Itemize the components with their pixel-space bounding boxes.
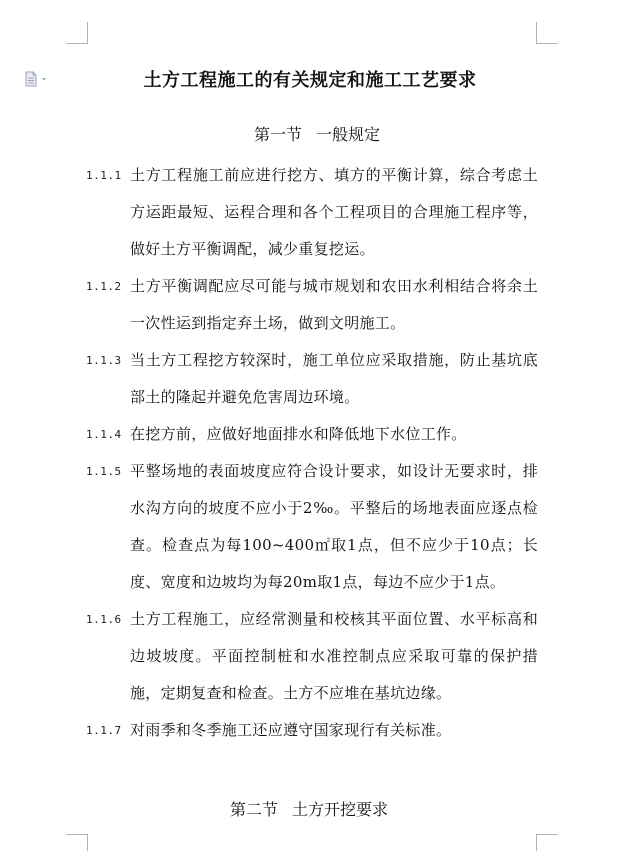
- clause-1-1-2: [86, 268, 538, 342]
- clause-text: 平整场地的表面坡度应符合设计要求，如设计无要求时，排水沟方向的坡度不应小于2‰。平整后的场地表面应逐点检查。检查点为每100~400㎡取1点，但不应少于10点；长度、宽度和边坡均为每20m取1点，每边不应少于1点。: [130, 462, 538, 591]
- section-number: 第一节: [253, 125, 302, 144]
- clause-number: 1.1.2: [86, 280, 122, 293]
- section-heading-1: [0, 122, 620, 145]
- clause-1-1-3: [86, 342, 538, 416]
- clause-1-1-1: [86, 157, 538, 268]
- section-heading-2: [0, 797, 620, 820]
- clause-text: 对雨季和冬季施工还应遵守国家现行有关标准。: [130, 721, 452, 739]
- clause-text: 土方工程施工前应进行挖方、填方的平衡计算，综合考虑土方运距最短、运程合理和各个工程项目的合理施工程序等，做好土方平衡调配，减少重复挖运。: [130, 166, 538, 258]
- clause-text: 土方工程施工，应经常测量和校核其平面位置、水平标高和边坡坡度。平面控制桩和水准控制点应采取可靠的保护措施，定期复查和检查。土方不应堆在基坑边缘。: [130, 610, 538, 702]
- clause-1-1-6: [86, 601, 538, 712]
- clause-text: 在挖方前，应做好地面排水和降低地下水位工作。: [130, 425, 467, 443]
- clause-text: 当土方工程挖方较深时，施工单位应采取措施，防止基坑底部土的隆起并避免危害周边环境。: [130, 351, 538, 406]
- clause-1-1-7: [86, 712, 538, 749]
- clause-list: [86, 157, 538, 749]
- section-title: 土方开挖要求: [292, 800, 389, 819]
- clause-number: 1.1.3: [86, 354, 122, 367]
- clause-number: 1.1.1: [86, 169, 122, 182]
- clause-number: 1.1.7: [86, 724, 122, 737]
- clause-number: 1.1.5: [86, 465, 122, 478]
- clause-1-1-5: [86, 453, 538, 601]
- clause-number: 1.1.4: [86, 428, 122, 441]
- clause-text: 土方平衡调配应尽可能与城市规划和农田水利相结合将余土一次性运到指定弃土场，做到文明施工。: [130, 277, 538, 332]
- document-title: 土方工程施工的有关规定和施工工艺要求: [143, 70, 477, 91]
- clause-1-1-4: [86, 416, 538, 453]
- section-number: 第二节: [229, 800, 278, 819]
- section-title: 一般规定: [316, 125, 381, 144]
- clause-number: 1.1.6: [86, 613, 122, 626]
